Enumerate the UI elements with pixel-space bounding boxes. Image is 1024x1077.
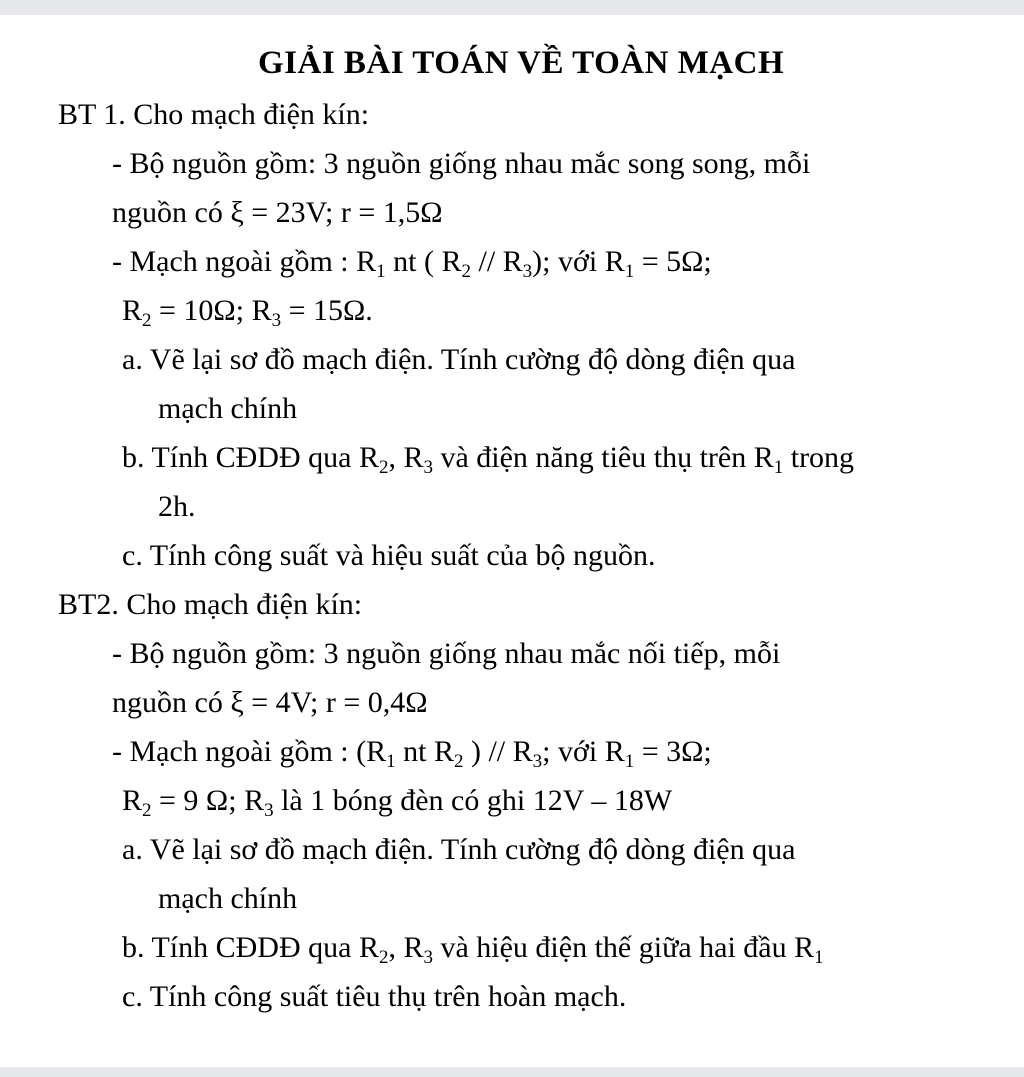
bt1-external-line1: - Mạch ngoài gồm : $R_1$ nt ( $R_2 // R_3$); với $R_1 = 5\Omega$; [112, 245, 712, 282]
bt1-question-b-line2: 2h. [158, 490, 196, 523]
document-title: GIẢI BÀI TOÁN VỀ TOÀN MẠCH [258, 45, 785, 81]
bt1-question-c: c. Tính công suất và hiệu suất của bộ nguồn. [122, 539, 656, 572]
bt2-external-line2: $R_2 = 9$ Ω; $R_3$ là 1 bóng đèn có ghi 12V – 18W [122, 784, 673, 821]
bt2-question-b: b. Tính CĐDĐ qua $R_2$, $R_3$ và hiệu điện thế giữa hai đầu $R_1$ [122, 931, 824, 968]
bt2-question-a-line1: a. Vẽ lại sơ đồ mạch điện. Tính cường độ dòng điện qua [122, 833, 796, 866]
bt1-source-line1: - Bộ nguồn gồm: 3 nguồn giống nhau mắc song song, mỗi [112, 147, 811, 180]
bt2-heading: BT2. Cho mạch điện kín: [58, 588, 363, 621]
bt2-source-line1: - Bộ nguồn gồm: 3 nguồn giống nhau mắc nối tiếp, mỗi [112, 637, 781, 670]
bt1-source-line2: nguồn có ξ = 23V; r = 1,5Ω [112, 196, 443, 229]
bt2-question-a-line2: mạch chính [158, 882, 298, 915]
bt1-question-a-line1: a. Vẽ lại sơ đồ mạch điện. Tính cường độ dòng điện qua [122, 343, 796, 376]
document-page [0, 15, 1024, 1067]
bt1-heading: BT 1. Cho mạch điện kín: [58, 98, 370, 131]
bt2-external-line1: - Mạch ngoài gồm : ($R_1$ nt $R_2$ ) // $R_3$; với $R_1 = 3\Omega$; [112, 735, 712, 772]
bt1-question-b-line1: b. Tính CĐDĐ qua $R_2$, $R_3$ và điện năng tiêu thụ trên $R_1$ trong [122, 441, 855, 478]
bt2-question-c: c. Tính công suất tiêu thụ trên hoàn mạch. [122, 980, 627, 1013]
bt1-question-a-line2: mạch chính [158, 392, 298, 425]
bt2-source-line2: nguồn có ξ = 4V; r = 0,4Ω [112, 686, 428, 719]
bt1-external-line2: $R_2 = 10\Omega$; $R_3 = 15\Omega$. [122, 294, 373, 331]
